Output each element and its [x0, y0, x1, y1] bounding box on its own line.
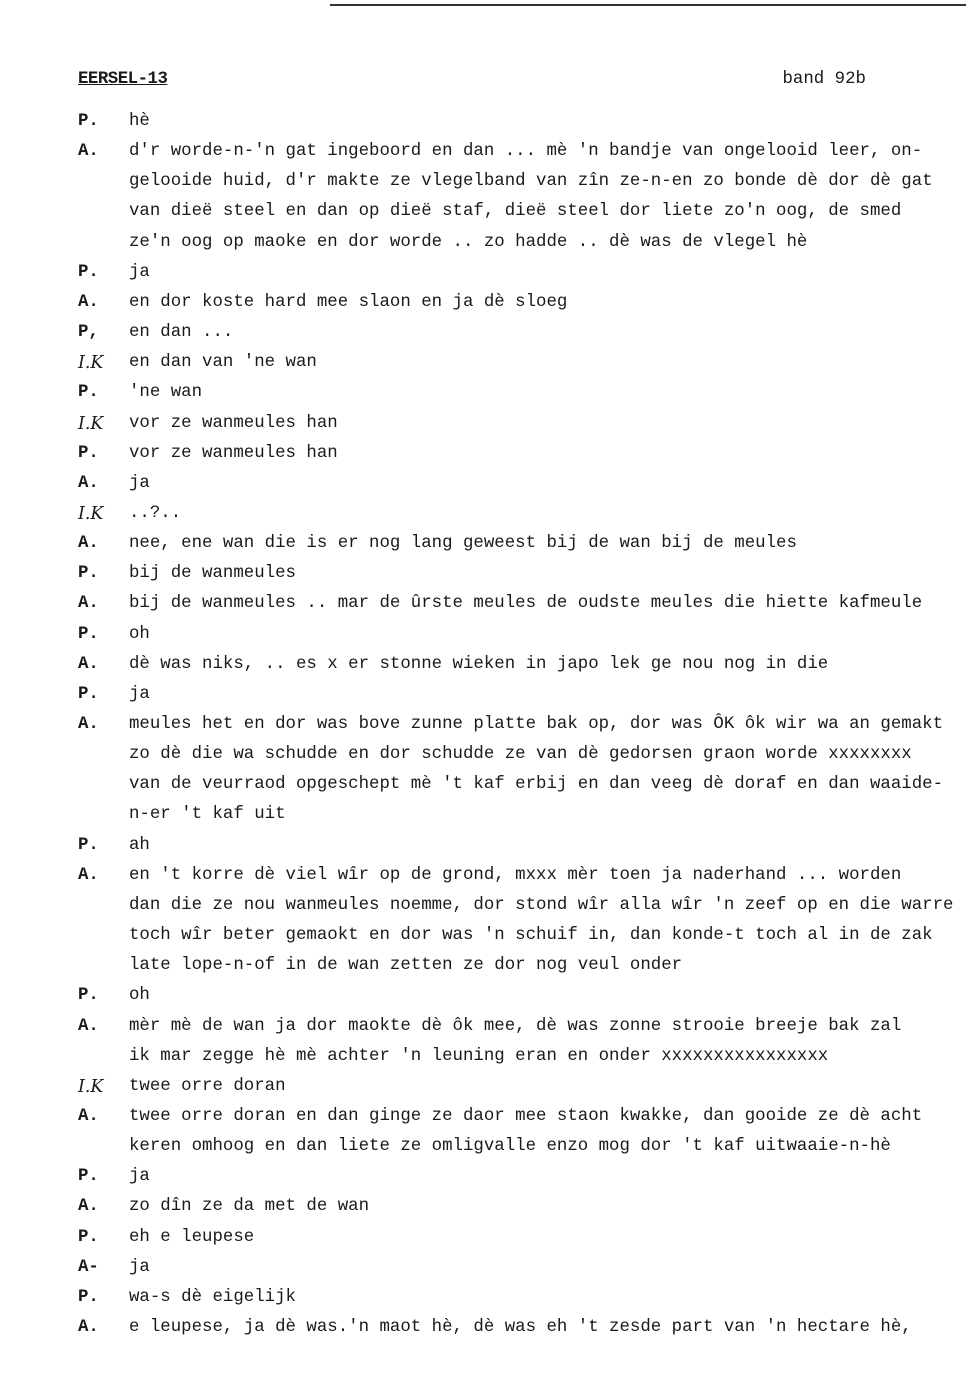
- speaker-label: A-: [78, 1257, 99, 1277]
- utterance: [129, 529, 938, 559]
- speaker-label: A.: [78, 1106, 99, 1126]
- utterance: [129, 348, 938, 378]
- text-line: late lope-n-of in de wan zetten ze dor nog veul onder: [129, 956, 683, 976]
- text-line: oh: [129, 986, 150, 1006]
- speaker-label: P.: [78, 835, 99, 855]
- transcript-turn: [78, 1253, 938, 1283]
- tape-label: band 92b: [782, 70, 866, 89]
- utterance: [129, 1253, 938, 1283]
- speaker-label: P.: [78, 1167, 99, 1187]
- transcript-turn: [78, 137, 938, 258]
- text-line: ja: [129, 1167, 150, 1187]
- speaker-label: P.: [78, 262, 99, 282]
- transcript-turn: [78, 348, 938, 378]
- text-line: e leupese, ja dè was.'n maot hè, dè was eh 't zesde part van 'n hectare hè,: [129, 1318, 912, 1337]
- text-line: zo dè die wa schudde en dor schudde ze van dè gedorsen graon worde xxxxxxxx: [129, 745, 912, 765]
- speaker-label: P.: [78, 383, 99, 403]
- transcript-turn: [78, 378, 938, 408]
- speaker-label: A.: [78, 534, 99, 554]
- top-rule: [330, 4, 966, 6]
- speaker-label: I.K: [78, 503, 104, 524]
- transcript-turn: [78, 318, 938, 348]
- transcript-turn: [78, 258, 938, 288]
- document-id: EERSEL-13: [78, 70, 168, 89]
- transcript-turn: [78, 559, 938, 589]
- text-line: mèr mè de wan ja dor maokte dè ôk mee, dè was zonne strooie breeje bak zal: [129, 1016, 902, 1036]
- utterance: [129, 1283, 938, 1313]
- text-line: twee orre doran en dan ginge ze daor mee staon kwakke, dan gooide ze dè acht: [129, 1106, 923, 1126]
- utterance: [129, 589, 938, 619]
- text-line: d'r worde-n-'n gat ingeboord en dan ... mè 'n bandje van ongelooid leer, on-: [129, 142, 923, 162]
- speaker-label: A.: [78, 1197, 99, 1217]
- text-line: ..?..: [129, 503, 182, 523]
- utterance: [129, 861, 953, 982]
- transcript-turn: [78, 288, 938, 318]
- text-line: hè: [129, 112, 150, 131]
- speaker-label: A.: [78, 1318, 99, 1337]
- speaker-label: I.K: [78, 353, 104, 374]
- text-line: en dan van 'ne wan: [129, 353, 317, 373]
- text-line: ja: [129, 262, 150, 282]
- utterance: [129, 469, 938, 499]
- text-line: nee, ene wan die is er nog lang geweest bij de wan bij de meules: [129, 534, 797, 554]
- text-line: ja: [129, 684, 150, 704]
- text-line: wa-s dè eigelijk: [129, 1287, 296, 1307]
- speaker-label: P.: [78, 112, 99, 131]
- utterance: [129, 620, 938, 650]
- utterance: [129, 1102, 938, 1162]
- transcript-turn: [78, 469, 938, 499]
- utterance: [129, 1072, 938, 1102]
- text-line: dè was niks, .. es x er stonne wieken in japo lek ge nou nog in die: [129, 654, 829, 674]
- transcript-turn: [78, 529, 938, 559]
- transcript-turn: [78, 589, 938, 619]
- transcript-turn: [78, 831, 938, 861]
- text-line: toch wîr beter gemaokt en dor was 'n schuif in, dan konde-t toch al in de zak: [129, 926, 933, 946]
- utterance: [129, 318, 938, 348]
- speaker-label: P.: [78, 986, 99, 1006]
- transcript-turn: [78, 1223, 938, 1253]
- transcript-turn: [78, 861, 954, 982]
- text-line: dan die ze nou wanmeules noemme, dor stond wîr alla wîr 'n zeef op en die warre: [129, 895, 954, 915]
- speaker-label: A.: [78, 292, 99, 312]
- speaker-label: P.: [78, 1227, 99, 1247]
- transcript-turn: [78, 1283, 938, 1313]
- utterance: [129, 258, 938, 288]
- text-line: ah: [129, 835, 150, 855]
- speaker-label: P.: [78, 564, 99, 584]
- page-header: [78, 70, 866, 94]
- text-line: bij de wanmeules .. mar de ûrste meules de oudste meules die hiette kafmeule: [129, 594, 923, 614]
- transcript-turn: [78, 1192, 938, 1222]
- text-line: vor ze wanmeules han: [129, 443, 338, 463]
- transcript-turn: [78, 620, 938, 650]
- speaker-label: A.: [78, 594, 99, 614]
- text-line: ja: [129, 473, 150, 493]
- utterance: [129, 1192, 938, 1222]
- text-line: ze'n oog op maoke en dor worde .. zo hadde .. dè was de vlegel hè: [129, 232, 808, 252]
- transcript-turn: [78, 1012, 938, 1072]
- speaker-label: A.: [78, 715, 99, 735]
- utterance: [129, 981, 938, 1011]
- text-line: ik mar zegge hè mè achter 'n leuning eran en onder xxxxxxxxxxxxxxxx: [129, 1046, 829, 1066]
- text-line: ja: [129, 1257, 150, 1277]
- transcript-turn: [78, 650, 938, 680]
- utterance: [129, 831, 938, 861]
- transcript-turn: [78, 680, 938, 710]
- utterance: [129, 1162, 938, 1192]
- utterance: [129, 1313, 938, 1343]
- speaker-label: A.: [78, 654, 99, 674]
- text-line: en 't korre dè viel wîr op de grond, mxxx mèr toen ja naderhand ... worden: [129, 865, 902, 885]
- speaker-label: A.: [78, 473, 99, 493]
- text-line: n-er 't kaf uit: [129, 805, 286, 825]
- transcript: [78, 107, 954, 1343]
- speaker-label: P.: [78, 624, 99, 644]
- text-line: meules het en dor was bove zunne platte bak op, dor was ÔK ôk wir wa an gemakt: [129, 715, 944, 735]
- transcript-turn: [78, 409, 938, 439]
- speaker-label: I.K: [78, 1076, 104, 1097]
- speaker-label: P,: [78, 323, 99, 343]
- utterance: [129, 439, 938, 469]
- speaker-label: A.: [78, 1016, 99, 1036]
- utterance: [129, 107, 938, 137]
- utterance: [129, 710, 943, 831]
- transcript-turn: [78, 1162, 938, 1192]
- transcript-turn: [78, 981, 938, 1011]
- text-line: van dieë steel en dan op dieë staf, dieë steel dor liete zo'n oog, de smed: [129, 202, 902, 222]
- transcript-turn: [78, 439, 938, 469]
- transcript-turn: [78, 1313, 938, 1343]
- speaker-label: P.: [78, 1287, 99, 1307]
- text-line: 'ne wan: [129, 383, 203, 403]
- utterance: [129, 288, 938, 318]
- text-line: bij de wanmeules: [129, 564, 296, 584]
- utterance: [129, 499, 938, 529]
- transcript-turn: [78, 1072, 938, 1102]
- utterance: [129, 680, 938, 710]
- text-line: en dor koste hard mee slaon en ja dè sloeg: [129, 292, 568, 312]
- text-line: zo dîn ze da met de wan: [129, 1197, 370, 1217]
- utterance: [129, 559, 938, 589]
- transcript-turn: [78, 710, 944, 831]
- transcript-turn: [78, 1102, 938, 1162]
- speaker-label: P.: [78, 443, 99, 463]
- speaker-label: I.K: [78, 413, 104, 434]
- transcript-turn: [78, 107, 938, 137]
- text-line: eh e leupese: [129, 1227, 255, 1247]
- text-line: vor ze wanmeules han: [129, 413, 338, 433]
- speaker-label: A.: [78, 142, 99, 162]
- utterance: [129, 1223, 938, 1253]
- utterance: [129, 409, 938, 439]
- utterance: [129, 378, 938, 408]
- utterance: [129, 650, 938, 680]
- transcript-turn: [78, 499, 938, 529]
- text-line: keren omhoog en dan liete ze omligvalle enzo mog dor 't kaf uitwaaie-n-hè: [129, 1137, 891, 1157]
- text-line: en dan ...: [129, 323, 234, 343]
- text-line: twee orre doran: [129, 1076, 286, 1096]
- utterance: [129, 1012, 938, 1072]
- speaker-label: P.: [78, 684, 99, 704]
- utterance: [129, 137, 938, 258]
- speaker-label: A.: [78, 865, 99, 885]
- text-line: van de veurraod opgeschept mè 't kaf erbij en dan veeg dè doraf en dan waaide-: [129, 775, 944, 795]
- text-line: oh: [129, 624, 150, 644]
- text-line: gelooide huid, d'r makte ze vlegelband van zîn ze-n-en zo bonde dè dor dè gat: [129, 172, 933, 192]
